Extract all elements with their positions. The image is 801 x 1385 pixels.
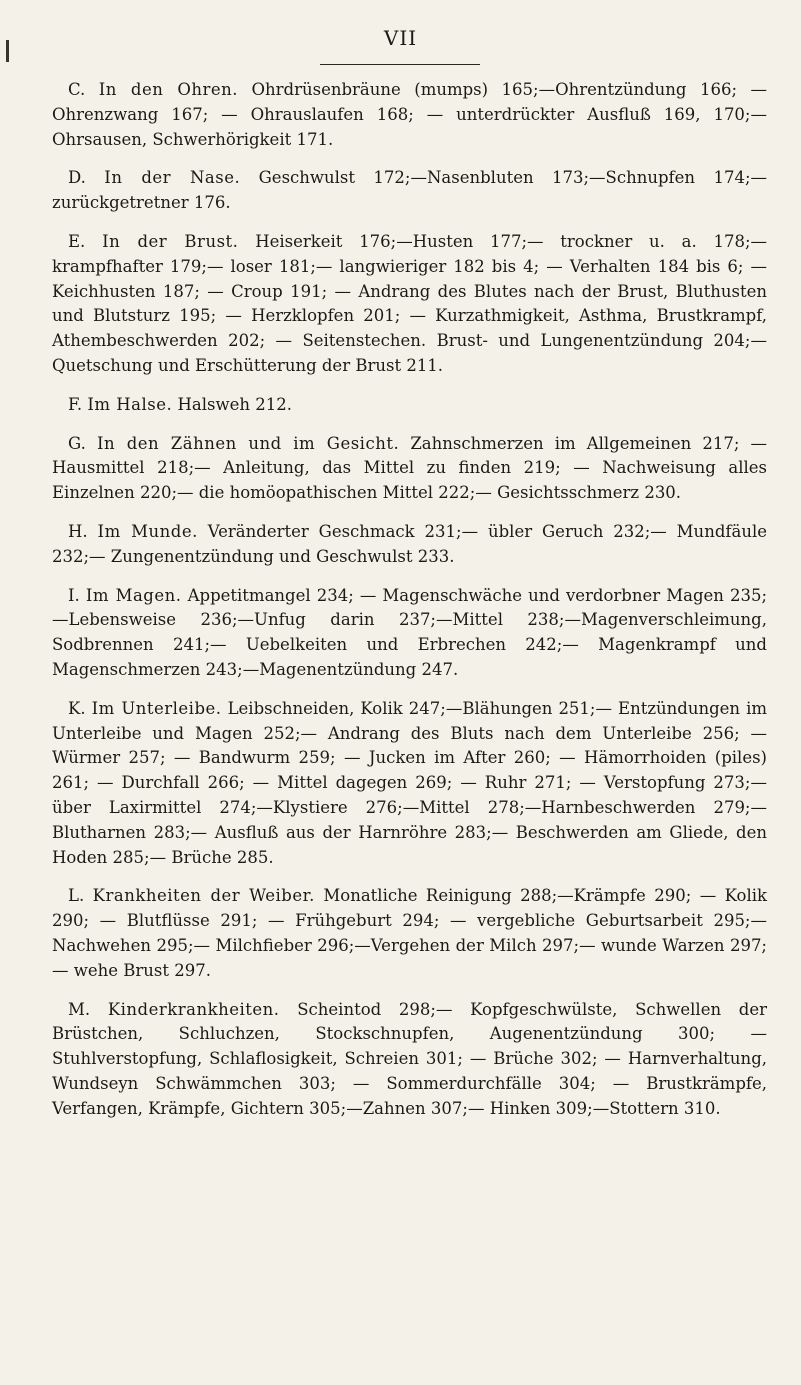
- entry-text: Halsweh 212.: [177, 394, 292, 414]
- index-entry-d: [52, 166, 767, 216]
- index-entry-f: [52, 393, 767, 418]
- entry-text: Veränderter Geschmack 231;— übler Geruch 232;— Mundfäule 232;— Zungenentzündung und Geschwulst 233.: [52, 521, 767, 566]
- entry-text: Appetitmangel 234; — Magenschwäche und verdorbner Magen 235;—Lebensweise 236;—Unfug darin 237;—Mittel 238;—Magenverschleimung, Sodbrennen 241;— Uebelkeiten und Erbrechen 242;— Magenkrampf und Magenschmerzen 243;—Magenentzündung 247.: [52, 585, 768, 679]
- index-entry-i: [52, 584, 767, 683]
- entry-letter: E.: [68, 231, 86, 251]
- index-entry-e: [52, 230, 767, 379]
- entry-letter: G.: [68, 433, 86, 453]
- index-entry-h: [52, 520, 767, 570]
- index-entry-m: [52, 998, 767, 1122]
- entry-text: Geschwulst 172;—Nasenbluten 173;—Schnupfen 174;— zurückgetretner 176.: [52, 168, 767, 213]
- entry-heading: Krankheiten der Weiber.: [92, 886, 315, 906]
- entry-heading: In der Brust.: [102, 231, 239, 251]
- index-content: [52, 78, 767, 1135]
- entry-heading: Im Halse.: [87, 394, 173, 414]
- entry-heading: Kinderkrankheiten.: [107, 999, 280, 1019]
- entry-heading: In der Nase.: [104, 168, 241, 188]
- entry-letter: M.: [68, 999, 91, 1019]
- entry-letter: F.: [68, 394, 83, 414]
- entry-text: Heiserkeit 176;—Husten 177;— trockner u. a. 178;— krampfhafter 179;— loser 181;— langwieriger 182 bis 4; — Verhalten 184 bis 6; — Keichhusten 187; — Croup 191; — Andrang des Blutes nach der Brust, Bluthusten und Blutsturz 195; — Herzklopfen 201; — Kurzathmigkeit, Asthma, Brustkrampf, Athembeschwerden 202; — Seitenstechen. Brust- und Lungenentzündung 204;— Quetschung und Erschütterung der Brust 211.: [52, 231, 768, 375]
- index-entry-l: [52, 884, 767, 983]
- entry-text: Ohrdrüsenbräune (mumps) 165;—Ohrentzündung 166; — Ohrenzwang 167; — Ohrauslaufen 168; — unterdrückter Ausfluß 169, 170;— Ohrsausen, Schwerhörigkeit 171.: [52, 80, 768, 149]
- entry-text: Monatliche Reinigung 288;—Krämpfe 290; — Kolik 290; — Blutflüsse 291; — Frühgeburt 294; — vergebliche Geburtsarbeit 295;—Nachwehen 295;— Milchfieber 296;—Vergehen der Milch 297;— wunde Warzen 297;— wehe Brust 297.: [52, 886, 768, 980]
- entry-heading: In den Zähnen und im Gesicht.: [96, 433, 400, 453]
- entry-letter: C.: [68, 80, 86, 99]
- entry-heading: Im Munde.: [97, 521, 198, 541]
- entry-text: Scheintod 298;— Kopfgeschwülste, Schwellen der Brüstchen, Schluchzen, Stockschnupfen, Augenentzündung 300; — Stuhlverstopfung, Schlaflosigkeit, Schreien 301; — Brüche 302; — Harnverhaltung, Wundseyn Schwämmchen 303; — Sommerdurchfälle 304; — Brustkrämpfe, Verfangen, Krämpfe, Gichtern 305;—Zahnen 307;— Hinken 309;—Stottern 310.: [52, 999, 767, 1118]
- entry-letter: L.: [68, 886, 85, 906]
- entry-heading: In den Ohren.: [98, 80, 239, 99]
- entry-letter: H.: [68, 521, 88, 541]
- index-entry-g: [52, 432, 767, 506]
- entry-heading: Im Unterleibe.: [91, 698, 222, 718]
- header-rule: [320, 64, 480, 65]
- entry-heading: Im Magen.: [85, 585, 182, 605]
- page-number: VII: [383, 26, 418, 50]
- entry-letter: D.: [68, 168, 86, 188]
- index-entry-c: [52, 78, 767, 152]
- index-entry-k: [52, 697, 767, 871]
- entry-text: Leibschneiden, Kolik 247;—Blähungen 251;— Entzündungen im Unterleibe und Magen 252;— Andrang des Bluts nach dem Unterleibe 256; —Würmer 257; — Bandwurm 259; — Jucken im After 260; — Hämorrhoiden (piles) 261; — Durchfall 266; — Mittel dagegen 269; — Ruhr 271; — Verstopfung 273;—über Laxirmittel 274;—Klystiere 276;—Mittel 278;—Harnbeschwerden 279;— Blutharnen 283;— Ausfluß aus der Harnröhre 283;— Beschwerden am Gliede, den Hoden 285;— Brüche 285.: [52, 698, 767, 867]
- entry-letter: K.: [68, 698, 86, 718]
- entry-text: Zahnschmerzen im Allgemeinen 217; — Hausmittel 218;— Anleitung, das Mittel zu finden 219; — Nachweisung alles Einzelnen 220;— die homöopathischen Mittel 222;— Gesichtsschmerz 230.: [52, 433, 767, 503]
- entry-letter: I.: [68, 585, 80, 605]
